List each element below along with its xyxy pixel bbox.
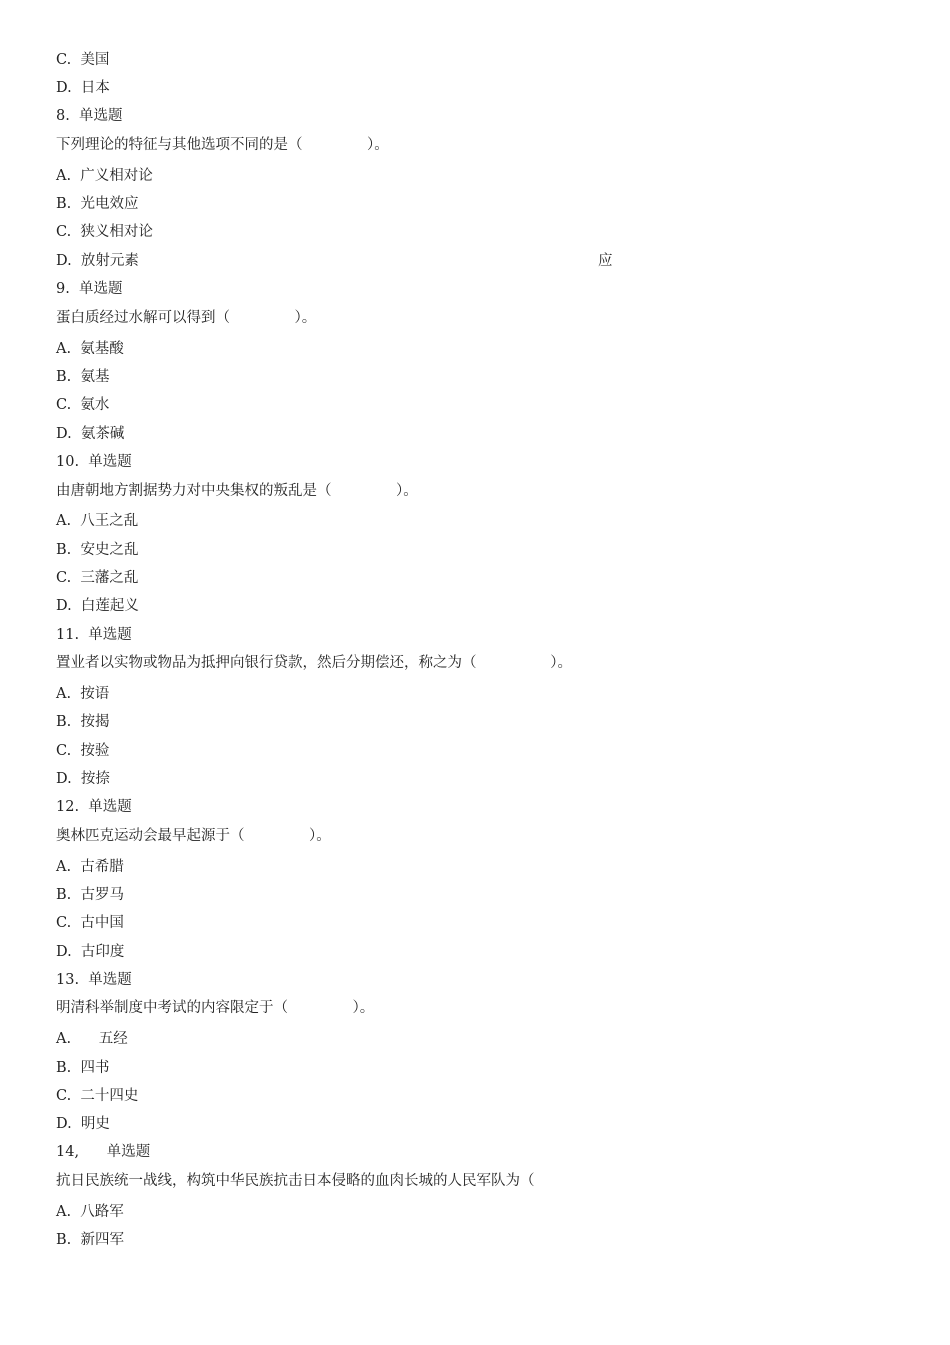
question-text: 明清科举制度中考试的内容限定于（ ）。 — [56, 1000, 375, 1016]
option-c: C. 美国 — [56, 52, 110, 68]
option-a: A. 氨基酸 — [56, 341, 124, 357]
question-text: 下列理论的特征与其他选项不同的是（ ）。 — [56, 137, 389, 153]
question-text: 奥林匹克运动会最早起源于（ ）。 — [56, 828, 331, 844]
option-c: C. 按验 — [56, 743, 110, 759]
option-d: D. 按捺 — [56, 771, 110, 787]
option-a: A. 五经 — [56, 1031, 128, 1047]
option-d: D. 放射元素 — [56, 253, 139, 269]
option-a: A. 八路军 — [56, 1204, 124, 1220]
option-b: B. 新四军 — [56, 1232, 124, 1248]
option-b: B. 四书 — [56, 1060, 110, 1076]
option-d: D. 日本 — [56, 80, 110, 96]
option-d: D. 白莲起义 — [56, 598, 139, 614]
option-a: A. 广义相对论 — [56, 168, 153, 184]
option-a: A. 八王之乱 — [56, 513, 139, 529]
question-text: 置业者以实物或物品为抵押向银行贷款，然后分期偿还，称之为（ ）。 — [56, 655, 572, 671]
question-number: 14, 单选题 — [56, 1144, 151, 1160]
option-c: C. 三藩之乱 — [56, 570, 139, 586]
question-text: 蛋白质经过水解可以得到（ ）。 — [56, 310, 317, 326]
option-d: D. 古印度 — [56, 944, 125, 960]
option-c: C. 古中国 — [56, 915, 124, 931]
option-d: D. 明史 — [56, 1116, 110, 1132]
stray-character: 应 — [598, 253, 613, 269]
question-number: 10. 单选题 — [56, 454, 132, 470]
question-number: 8. 单选题 — [56, 108, 123, 124]
question-text: 由唐朝地方割据势力对中央集权的叛乱是（ ）。 — [56, 483, 418, 499]
option-d: D. 氨茶碱 — [56, 426, 125, 442]
option-a: A. 古希腊 — [56, 859, 124, 875]
question-number: 12. 单选题 — [56, 799, 132, 815]
question-number: 13. 单选题 — [56, 972, 132, 988]
option-b: B. 光电效应 — [56, 196, 139, 212]
option-c: C. 二十四史 — [56, 1088, 139, 1104]
question-number: 11. 单选题 — [56, 627, 132, 643]
option-c: C. 狭义相对论 — [56, 224, 153, 240]
option-c: C. 氨水 — [56, 397, 110, 413]
question-number: 9. 单选题 — [56, 281, 123, 297]
option-a: A. 按语 — [56, 686, 110, 702]
question-text: 抗日民族统一战线，构筑中华民族抗击日本侵略的血肉长城的人民军队为（ — [56, 1173, 535, 1189]
option-b: B. 安史之乱 — [56, 542, 139, 558]
option-b: B. 古罗马 — [56, 887, 124, 903]
option-b: B. 氨基 — [56, 369, 110, 385]
option-b: B. 按揭 — [56, 714, 110, 730]
